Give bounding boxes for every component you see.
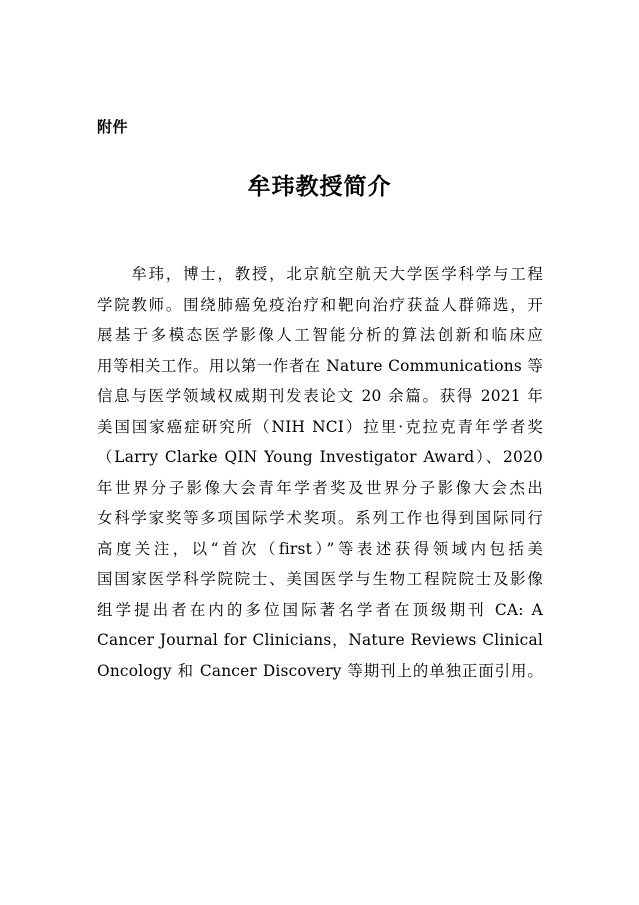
paragraph-line: 美国国家癌症研究所（NIH NCI）拉里·克拉克青年学者奖 (97, 417, 543, 436)
paragraph-line: 年世界分子影像大会青年学者奖及世界分子影像大会杰出 (97, 478, 543, 497)
paragraph-line: 信息与医学领域权威期刊发表论文 20 余篇。获得 2021 年 (97, 387, 543, 405)
paragraph-line: Oncology 和 Cancer Discovery 等期刊上的单独正面引用。 (97, 661, 543, 680)
paragraph-line: 组学提出者在内的多位国际著名学者在顶级期刊 CA: A (97, 600, 543, 619)
paragraph-line: 学院教师。围绕肺癌免疫治疗和靶向治疗获益人群筛选，开 (97, 295, 543, 314)
paragraph-line: 展基于多模态医学影像人工智能分析的算法创新和临床应 (97, 326, 543, 344)
paragraph-line: （Larry Clarke QIN Young Investigator Award）、2020 (97, 448, 543, 466)
page-title: 牟玮教授简介 (247, 174, 392, 200)
paragraph-line: Cancer Journal for Clinicians，Nature Reviews Clinical (97, 631, 543, 649)
attachment-label: 附件 (97, 118, 129, 136)
paragraph-line: 用等相关工作。用以第一作者在 Nature Communications 等 (97, 356, 543, 375)
paragraph-line: 高度关注，以“首次（first）”等表述获得领域内包括美 (97, 539, 543, 558)
paragraph-line: 国国家医学科学院院士、美国医学与生物工程院院士及影像 (97, 570, 543, 588)
paragraph-line: 牟玮，博士，教授，北京航空航天大学医学科学与工程 (97, 265, 543, 283)
biography-paragraph (97, 259, 543, 686)
paragraph-line: 女科学家奖等多项国际学术奖项。系列工作也得到国际同行 (97, 509, 543, 527)
